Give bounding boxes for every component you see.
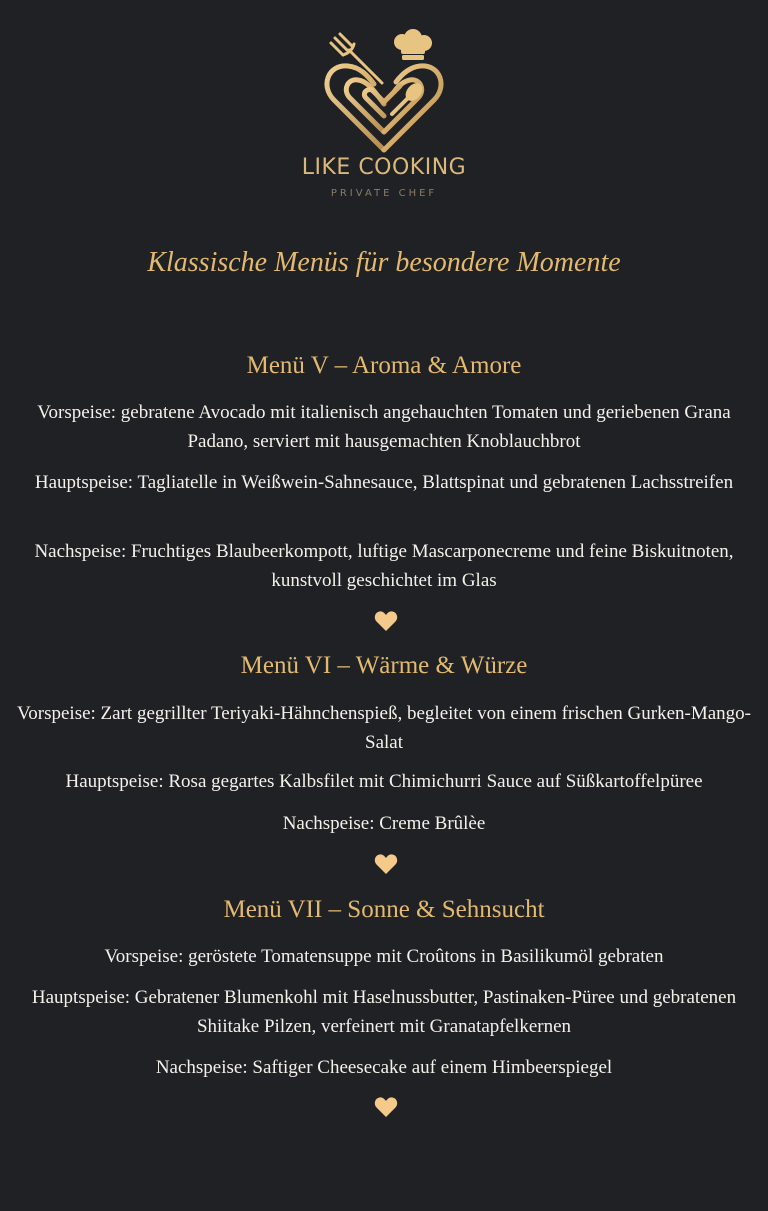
- menu-title: Menü VII – Sonne & Sehnsucht: [223, 896, 545, 923]
- heart-fork-spoon-chef-hat-icon: [322, 28, 446, 156]
- heart-divider-icon: [374, 853, 398, 875]
- course-vorspeise: Vorspeise: gebratene Avocado mit italienisch angehauchten Tomaten und geriebenen Grana Padano, serviert mit hausgemachten Knoblauchbrot: [37, 402, 731, 452]
- course-hauptspeise: Hauptspeise: Gebratener Blumenkohl mit Haselnussbutter, Pastinaken-Püree und gebratenen Shiitake Pilzen, verfeinert mit Granatapfelkernen: [31, 987, 737, 1037]
- course-nachspeise: Nachspeise: Creme Brûlèe: [282, 813, 486, 834]
- page-tagline: Klassische Menüs für besondere Momente: [147, 247, 621, 278]
- brand-subtitle: PRIVATE CHEF: [330, 188, 438, 199]
- brand-name: LIKE COOKING: [301, 155, 467, 180]
- heart-divider-icon: [374, 610, 398, 632]
- course-hauptspeise: Hauptspeise: Tagliatelle in Weißwein-Sahnesauce, Blattspinat und gebratenen Lachsstreifen: [34, 472, 734, 493]
- menu-title: Menü V – Aroma & Amore: [246, 352, 522, 379]
- course-vorspeise: Vorspeise: Zart gegrillter Teriyaki-Hähnchenspieß, begleitet von einem frischen Gurken-Mango-Salat: [17, 703, 751, 753]
- menu-title: Menü VI – Wärme & Würze: [240, 652, 528, 679]
- brand-logo: [0, 28, 768, 208]
- course-vorspeise: Vorspeise: geröstete Tomatensuppe mit Croûtons in Basilikumöl gebraten: [104, 946, 664, 967]
- course-nachspeise: Nachspeise: Fruchtiges Blaubeerkompott, luftige Mascarponecreme und feine Biskuitnoten, kunstvoll geschichtet im Glas: [34, 541, 734, 591]
- heart-divider-icon: [374, 1096, 398, 1118]
- course-hauptspeise: Hauptspeise: Rosa gegartes Kalbsfilet mit Chimichurri Sauce auf Süßkartoffelpüree: [65, 771, 703, 792]
- course-nachspeise: Nachspeise: Saftiger Cheesecake auf einem Himbeerspiegel: [155, 1057, 613, 1078]
